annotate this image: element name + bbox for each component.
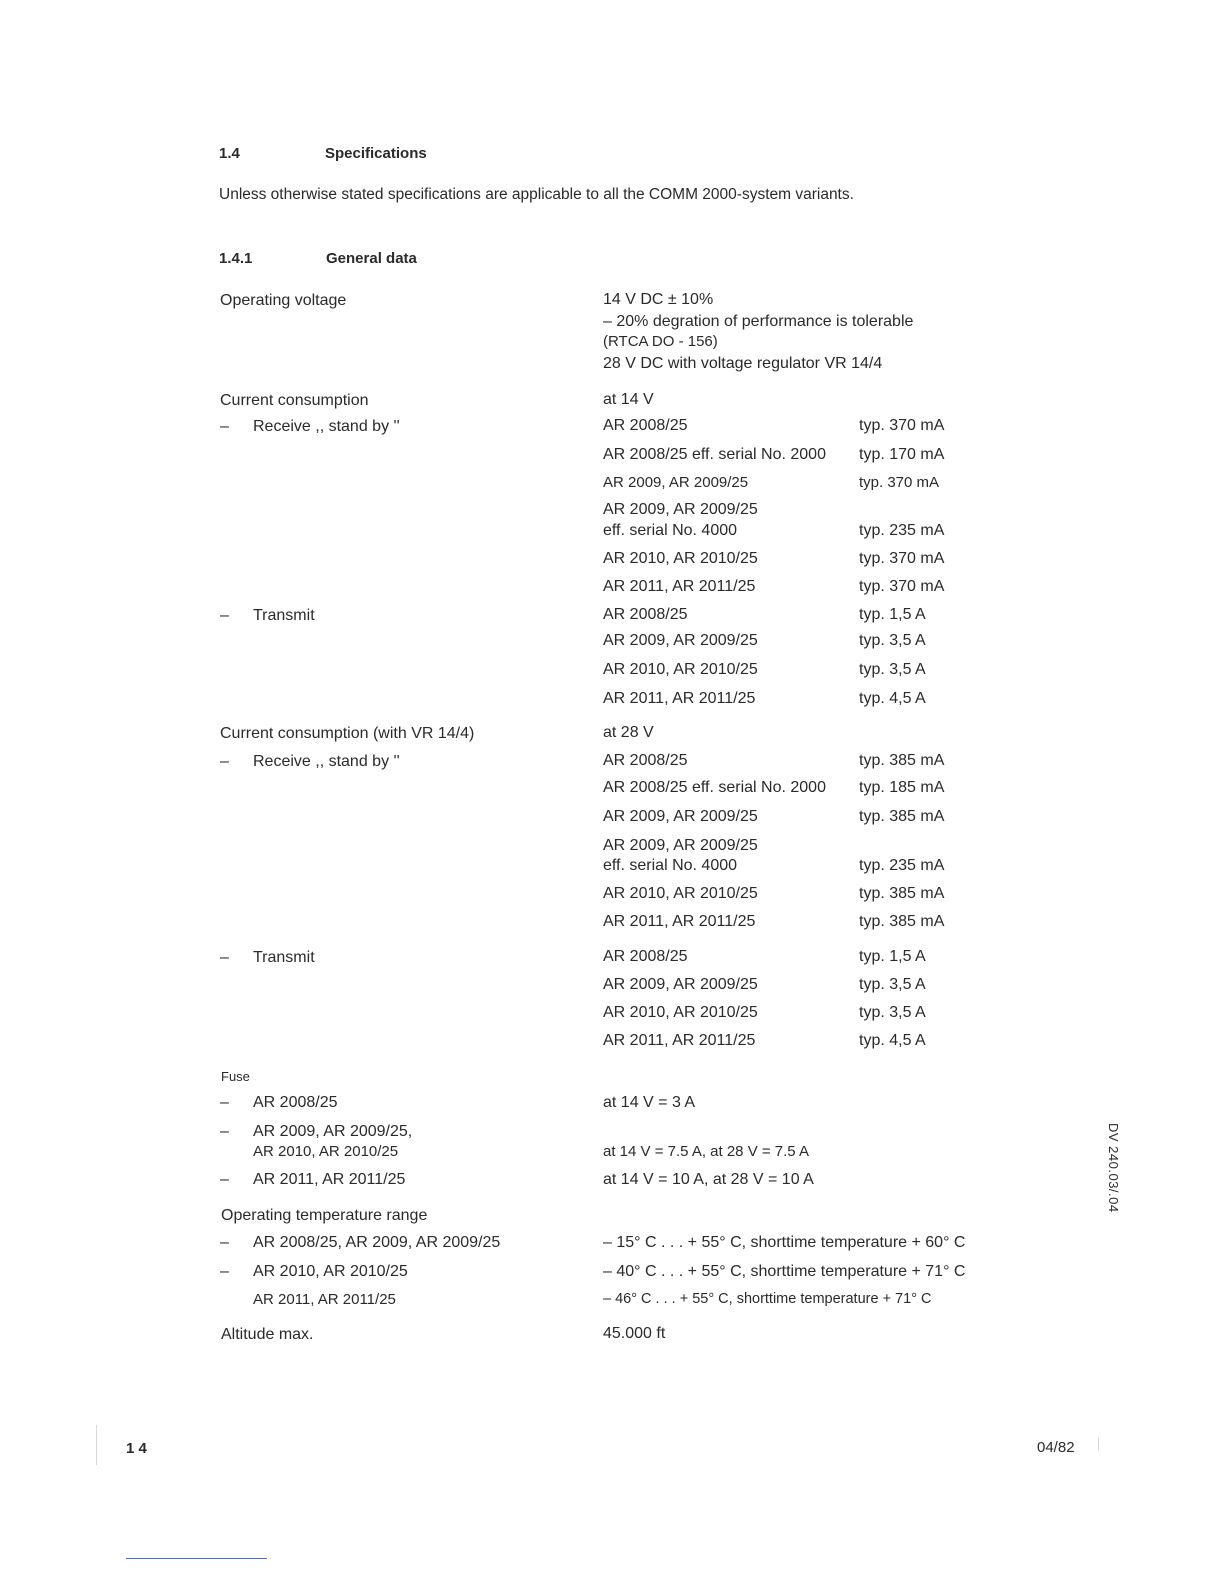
operating-voltage-label: Operating voltage <box>220 292 347 309</box>
transmit-model: AR 2011, AR 2011/25 <box>603 1032 756 1049</box>
section-number: 1.4 <box>219 145 240 162</box>
transmit-model: AR 2009, AR 2009/25 <box>603 976 758 993</box>
temperature-model: – AR 2008/25, AR 2009, AR 2009/25 <box>220 1234 501 1251</box>
fuse-model-continued: AR 2010, AR 2010/25 <box>253 1143 399 1160</box>
current-28v-label: Current consumption (with VR 14/4) <box>220 725 475 742</box>
receive-value: typ. 185 mA <box>859 779 945 796</box>
receive-model: AR 2009, AR 2009/25 <box>603 474 749 491</box>
current-14v-condition: at 14 V <box>603 391 654 408</box>
receive-value: typ. 370 mA <box>859 578 945 595</box>
temperature-value: – 40° C . . . + 55° C, shorttime temperature + 71° C <box>603 1263 966 1280</box>
altitude-value: 45.000 ft <box>603 1325 666 1342</box>
voltage-line: – 20% degration of performance is tolerable <box>603 313 914 330</box>
receive-value: typ. 170 mA <box>859 446 945 463</box>
fuse-model: – AR 2008/25 <box>220 1094 338 1111</box>
receive-model: AR 2008/25 eff. serial No. 2000 <box>603 446 826 463</box>
document-reference: DV 240.03/.04 <box>1106 1123 1121 1213</box>
margin-mark <box>1098 1437 1099 1451</box>
transmit-value: typ. 3,5 A <box>859 661 926 678</box>
receive-value: typ. 370 mA <box>859 417 945 434</box>
transmit-model: AR 2008/25 <box>603 948 688 965</box>
transmit-model: AR 2009, AR 2009/25 <box>603 632 758 649</box>
receive-model: AR 2011, AR 2011/25 <box>603 578 756 595</box>
section-title: Specifications <box>325 145 427 162</box>
receive-label: – Receive ,, stand by '' <box>220 753 400 770</box>
footer-date: 04/82 <box>1037 1439 1075 1456</box>
receive-model: AR 2009, AR 2009/25 <box>603 808 758 825</box>
voltage-line: (RTCA DO - 156) <box>603 333 718 350</box>
fuse-label: Fuse <box>221 1069 250 1084</box>
receive-model: AR 2008/25 eff. serial No. 2000 <box>603 779 826 796</box>
transmit-value: typ. 1,5 A <box>859 948 926 965</box>
transmit-value: typ. 3,5 A <box>859 1004 926 1021</box>
fuse-value: at 14 V = 10 A, at 28 V = 10 A <box>603 1171 814 1188</box>
transmit-model: AR 2008/25 <box>603 606 688 623</box>
current-14v-label: Current consumption <box>220 392 369 409</box>
transmit-model: AR 2010, AR 2010/25 <box>603 661 758 678</box>
receive-model: AR 2011, AR 2011/25 <box>603 913 756 930</box>
receive-model: AR 2008/25 <box>603 752 688 769</box>
temperature-model: – AR 2010, AR 2010/25 <box>220 1263 408 1280</box>
fuse-model: – AR 2009, AR 2009/25, <box>220 1123 413 1140</box>
receive-value: typ. 235 mA <box>859 522 945 539</box>
receive-model: AR 2008/25 <box>603 417 688 434</box>
page-number: 1 4 <box>126 1440 147 1457</box>
receive-label: – Receive ,, stand by '' <box>220 418 400 435</box>
temperature-value: – 46° C . . . + 55° C, shorttime temperature + 71° C <box>603 1291 932 1307</box>
subsection-number: 1.4.1 <box>219 250 253 267</box>
bottom-rule <box>126 1558 267 1559</box>
voltage-line: 28 V DC with voltage regulator VR 14/4 <box>603 355 883 372</box>
altitude-label: Altitude max. <box>221 1326 314 1343</box>
receive-value: typ. 370 mA <box>859 550 945 567</box>
receive-value: typ. 385 mA <box>859 913 945 930</box>
margin-mark <box>96 1425 97 1465</box>
receive-model: AR 2010, AR 2010/25 <box>603 885 758 902</box>
transmit-value: typ. 4,5 A <box>859 690 926 707</box>
intro-text: Unless otherwise stated specifications are applicable to all the COMM 2000-system variants. <box>219 186 854 203</box>
receive-model-serial: eff. serial No. 4000 <box>603 857 738 874</box>
receive-value: typ. 385 mA <box>859 808 945 825</box>
receive-value: typ. 235 mA <box>859 857 945 874</box>
receive-value: typ. 385 mA <box>859 752 945 769</box>
receive-model: AR 2009, AR 2009/25 <box>603 837 758 854</box>
fuse-value: at 14 V = 7.5 A, at 28 V = 7.5 A <box>603 1143 809 1160</box>
voltage-line: 14 V DC ± 10% <box>603 291 714 308</box>
transmit-value: typ. 1,5 A <box>859 606 926 623</box>
transmit-label: – Transmit <box>220 607 315 624</box>
temperature-value: – 15° C . . . + 55° C, shorttime temperature + 60° C <box>603 1234 966 1251</box>
transmit-value: typ. 3,5 A <box>859 632 926 649</box>
receive-model: AR 2010, AR 2010/25 <box>603 550 758 567</box>
temperature-label: Operating temperature range <box>221 1207 428 1224</box>
transmit-model: AR 2011, AR 2011/25 <box>603 690 756 707</box>
receive-value: typ. 385 mA <box>859 885 945 902</box>
fuse-value: at 14 V = 3 A <box>603 1094 696 1111</box>
subsection-title: General data <box>326 250 417 267</box>
transmit-model: AR 2010, AR 2010/25 <box>603 1004 758 1021</box>
receive-model: AR 2009, AR 2009/25 <box>603 501 758 518</box>
receive-value: typ. 370 mA <box>859 474 940 491</box>
temperature-model: AR 2011, AR 2011/25 <box>253 1291 396 1308</box>
current-28v-condition: at 28 V <box>603 724 654 741</box>
transmit-value: typ. 3,5 A <box>859 976 926 993</box>
fuse-model: – AR 2011, AR 2011/25 <box>220 1171 406 1188</box>
transmit-label: – Transmit <box>220 949 315 966</box>
transmit-value: typ. 4,5 A <box>859 1032 926 1049</box>
receive-model-serial: eff. serial No. 4000 <box>603 522 738 539</box>
